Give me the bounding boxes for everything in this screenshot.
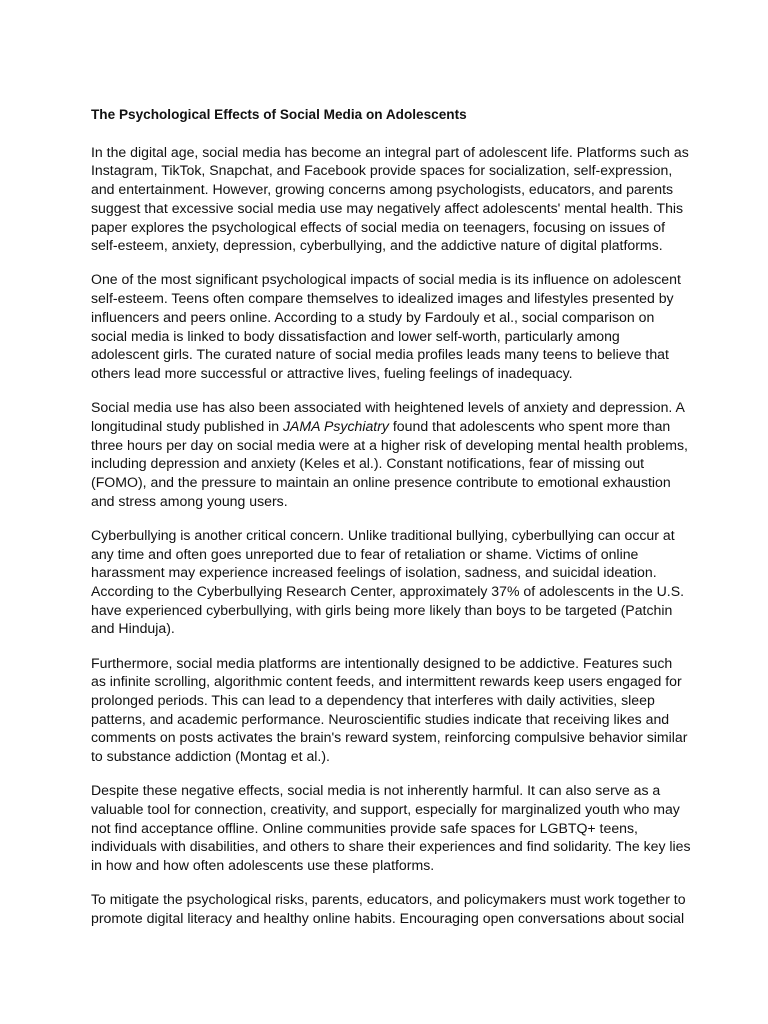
- paragraph-mitigation: To mitigate the psychological risks, parents, educators, and policymakers must work together to promote digital literacy and healthy online habits. Encouraging open conversations about social: [91, 891, 686, 927]
- document-body: [91, 106, 691, 943]
- paragraph-benefits: Despite these negative effects, social media is not inherently harmful. It can also serve as a valuable tool for connection, creativity, and support, especially for marginalized youth who may not find acceptance offline. Online communities provide safe spaces for LGBTQ+ teens, individuals with disabilities, and others to share their experiences and find solidarity. The key lies in how and how often adolescents use these platforms.: [91, 782, 691, 874]
- journal-title: JAMA Psychiatry: [282, 417, 389, 434]
- paragraph-cyberbullying: Cyberbullying is another critical concern. Unlike traditional bullying, cyberbullying can occur at any time and often goes unreported due to fear of retaliation or shame. Victims of online harassment may experience increased feelings of isolation, sadness, and suicidal ideation. According to the Cyberbullying Research Center, approximately 37% of adolescents in the U.S. have experienced cyberbullying, with girls being more likely than boys to be targeted (Patchin and Hinduja).: [91, 526, 685, 637]
- paragraph-addiction: Furthermore, social media platforms are intentionally designed to be addictive. Features such as infinite scrolling, algorithmic content feeds, and intermittent rewards keep users engaged for prolonged periods. This can lead to a dependency that interferes with daily activities, sleep patterns, and academic performance. Neuroscientific studies indicate that receiving likes and comments on posts activates the brain's reward system, reinforcing compulsive behavior similar to substance addiction (Montag et al.).: [91, 654, 688, 765]
- paragraph-intro: In the digital age, social media has become an integral part of adolescent life. Platforms such as Instagram, TikTok, Snapchat, and Facebook provide spaces for socialization, self-expression, and entertainment. However, growing concerns among psychologists, educators, and parents suggest that excessive social media use may negatively affect adolescents' mental health. This paper explores the psychological effects of social media on teenagers, focusing on issues of self-esteem, anxiety, depression, cyberbullying, and the addictive nature of digital platforms.: [91, 143, 689, 254]
- paragraph-text-segment: found that adolescents who spent more than three hours per day on social media were at a higher risk of developing mental health problems, including depression and anxiety (Keles et al.). Constant notifications, fear of missing out (FOMO), and the pressure to maintain an online presence contribute to emotional exhaustion and stress among young users.: [91, 417, 688, 509]
- paragraph-anxiety-depression: [91, 398, 691, 510]
- paragraph-self-esteem: One of the most significant psychological impacts of social media is its influence on adolescent self-esteem. Teens often compare themselves to idealized images and lifestyles presented by influencers and peers online. According to a study by Fardouly et al., social comparison on social media is linked to body dissatisfaction and lower self-worth, particularly among adolescent girls. The curated nature of social media profiles leads many teens to believe that others lead more successful or attractive lives, fueling feelings of inadequacy.: [91, 271, 681, 381]
- paragraph-text-segment: Social media use has also been associated with heightened levels of anxiety and depression. A longitudinal study published in: [91, 399, 685, 434]
- document-title: The Psychological Effects of Social Media on Adolescents: [91, 107, 467, 122]
